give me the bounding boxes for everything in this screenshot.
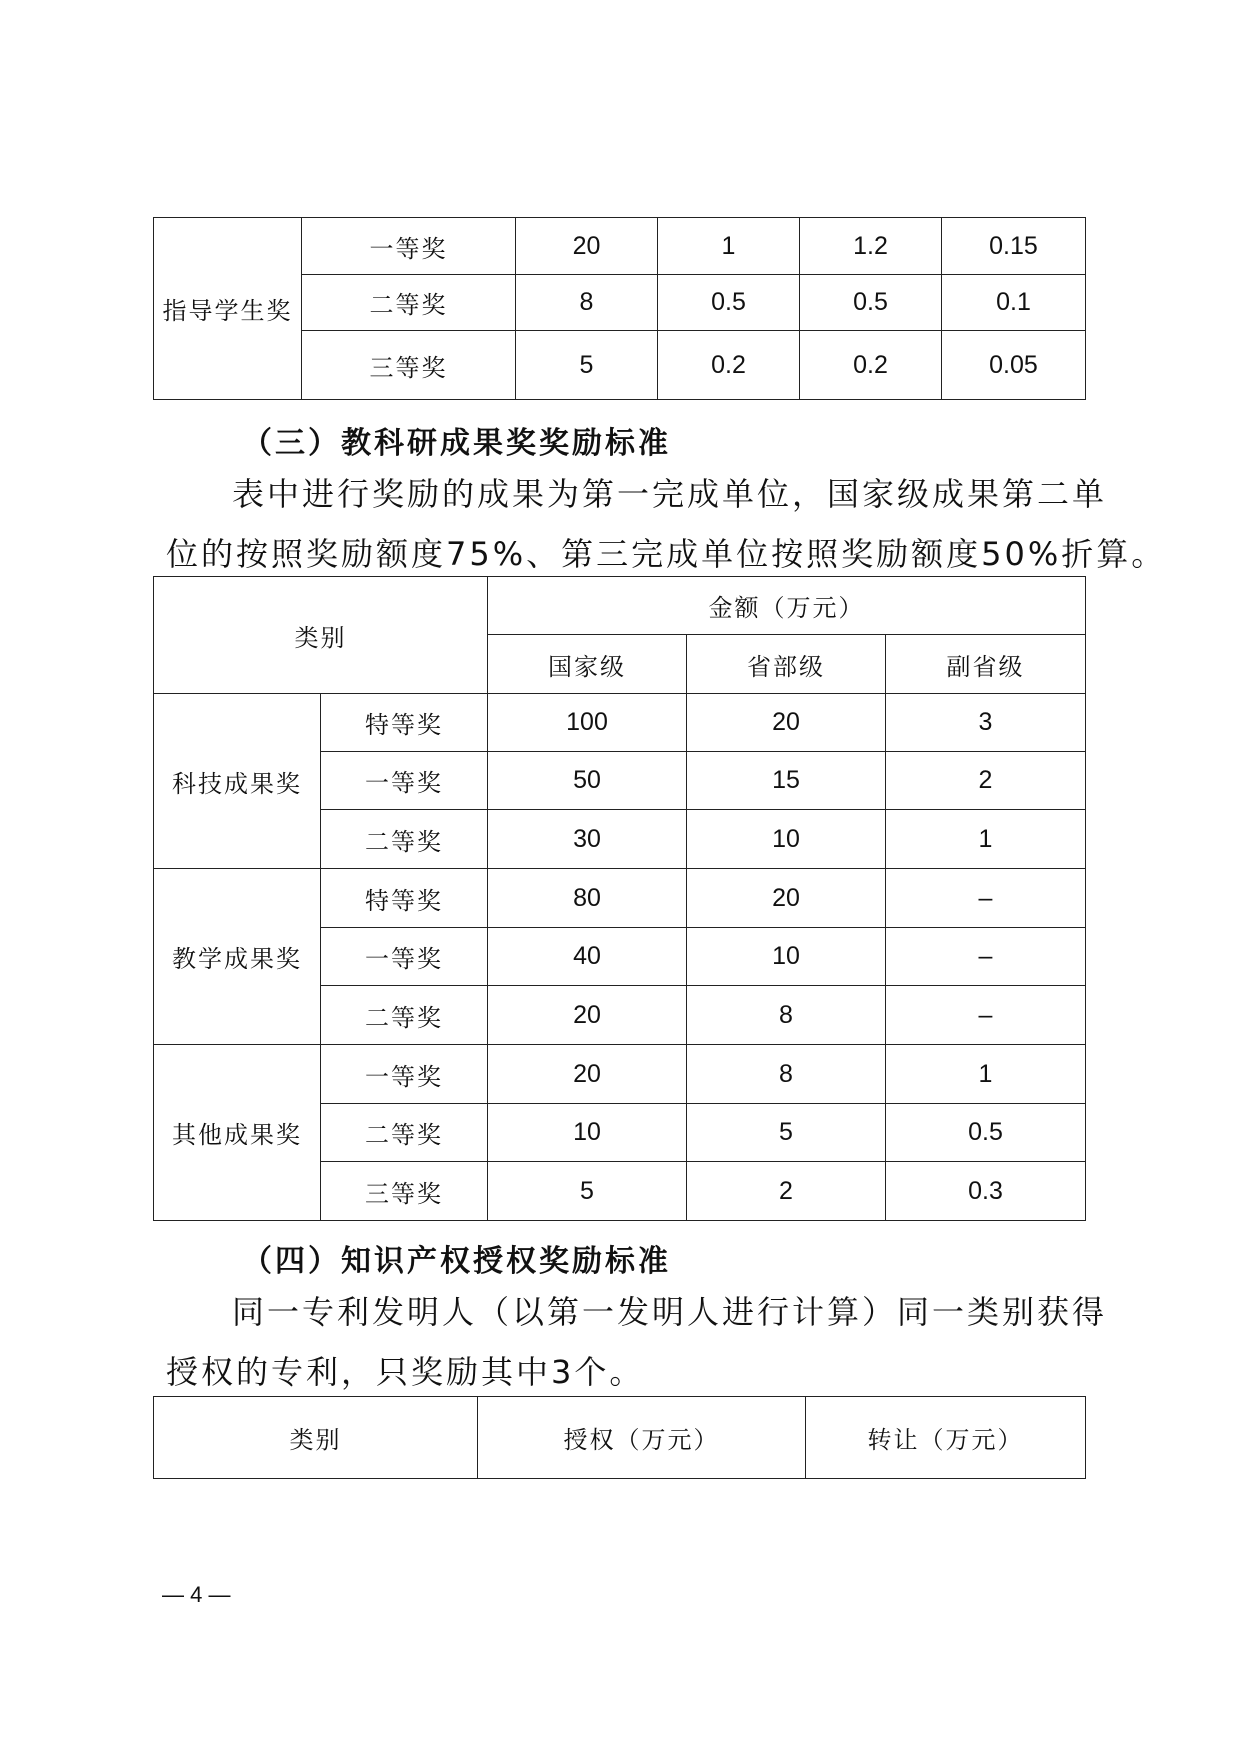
- category-header: 类别: [154, 1397, 478, 1479]
- table-cell: 1: [886, 1045, 1086, 1104]
- section-3-heading: （三）教科研成果奖奖励标准: [242, 426, 671, 461]
- category-header: 类别: [154, 577, 488, 694]
- amount-header: 金额（万元）: [488, 577, 1086, 635]
- section-3-paragraph-line-1: 表中进行奖励的成果为第一完成单位，国家级成果第二单: [232, 475, 1108, 513]
- section-4-heading: （四）知识产权授权奖励标准: [242, 1244, 671, 1279]
- table-cell: 1: [658, 218, 800, 275]
- group-label: 其他成果奖: [154, 1045, 321, 1221]
- table-cell: 0.2: [800, 331, 942, 400]
- table-cell: 10: [687, 928, 886, 986]
- student-guidance-award-table: [153, 217, 1086, 400]
- table-cell: 30: [488, 810, 687, 869]
- table-cell: 0.2: [658, 331, 800, 400]
- table-cell: 40: [488, 928, 687, 986]
- table-cell: –: [886, 928, 1086, 986]
- award-level: 二等奖: [302, 275, 516, 331]
- award-grade: 二等奖: [321, 1104, 488, 1162]
- group-label: 指导学生奖: [154, 218, 302, 400]
- table-cell: 0.15: [942, 218, 1086, 275]
- table-cell: 10: [687, 810, 886, 869]
- table-cell: 0.5: [886, 1104, 1086, 1162]
- table-cell: 100: [488, 694, 687, 752]
- table-cell: 50: [488, 752, 687, 810]
- award-grade: 一等奖: [321, 1045, 488, 1104]
- group-label: 科技成果奖: [154, 694, 321, 869]
- section-4-paragraph-line-2: 授权的专利，只奖励其中3个。: [166, 1353, 645, 1391]
- level-header: 省部级: [687, 635, 886, 694]
- table-cell: 8: [687, 986, 886, 1045]
- table-cell: 0.5: [800, 275, 942, 331]
- table-cell: 0.05: [942, 331, 1086, 400]
- award-grade: 二等奖: [321, 810, 488, 869]
- table-cell: 80: [488, 869, 687, 928]
- table-cell: –: [886, 986, 1086, 1045]
- award-grade: 一等奖: [321, 928, 488, 986]
- award-grade: 特等奖: [321, 869, 488, 928]
- table-cell: 20: [687, 869, 886, 928]
- table-cell: 3: [886, 694, 1086, 752]
- table-cell: 20: [488, 986, 687, 1045]
- table-cell: 2: [687, 1162, 886, 1221]
- page-number: — 4 —: [162, 1582, 231, 1607]
- table-cell: 10: [488, 1104, 687, 1162]
- table-cell: 8: [687, 1045, 886, 1104]
- table-cell: –: [886, 869, 1086, 928]
- level-header: 国家级: [488, 635, 687, 694]
- ip-award-table: [153, 1396, 1086, 1479]
- level-header: 副省级: [886, 635, 1086, 694]
- table-cell: 1.2: [800, 218, 942, 275]
- table-cell: 0.3: [886, 1162, 1086, 1221]
- award-grade: 特等奖: [321, 694, 488, 752]
- table-cell: 5: [687, 1104, 886, 1162]
- table-cell: 0.1: [942, 275, 1086, 331]
- table-cell: 8: [516, 275, 658, 331]
- award-level: 一等奖: [302, 218, 516, 275]
- table-cell: 20: [687, 694, 886, 752]
- award-level: 三等奖: [302, 331, 516, 400]
- award-grade: 二等奖: [321, 986, 488, 1045]
- award-grade: 三等奖: [321, 1162, 488, 1221]
- table-cell: 2: [886, 752, 1086, 810]
- award-grade: 一等奖: [321, 752, 488, 810]
- table-cell: 20: [516, 218, 658, 275]
- section-3-paragraph-line-2: 位的按照奖励额度75%、第三完成单位按照奖励额度50%折算。: [166, 535, 1167, 573]
- transfer-header: 转让（万元）: [806, 1397, 1086, 1479]
- table-cell: 5: [488, 1162, 687, 1221]
- table-cell: 15: [687, 752, 886, 810]
- table-cell: 0.5: [658, 275, 800, 331]
- group-label: 教学成果奖: [154, 869, 321, 1045]
- table-cell: 20: [488, 1045, 687, 1104]
- table-cell: 1: [886, 810, 1086, 869]
- grant-header: 授权（万元）: [478, 1397, 806, 1479]
- table-cell: 5: [516, 331, 658, 400]
- section-4-paragraph-line-1: 同一专利发明人（以第一发明人进行计算）同一类别获得: [232, 1293, 1108, 1331]
- research-achievement-award-table: [153, 576, 1086, 1221]
